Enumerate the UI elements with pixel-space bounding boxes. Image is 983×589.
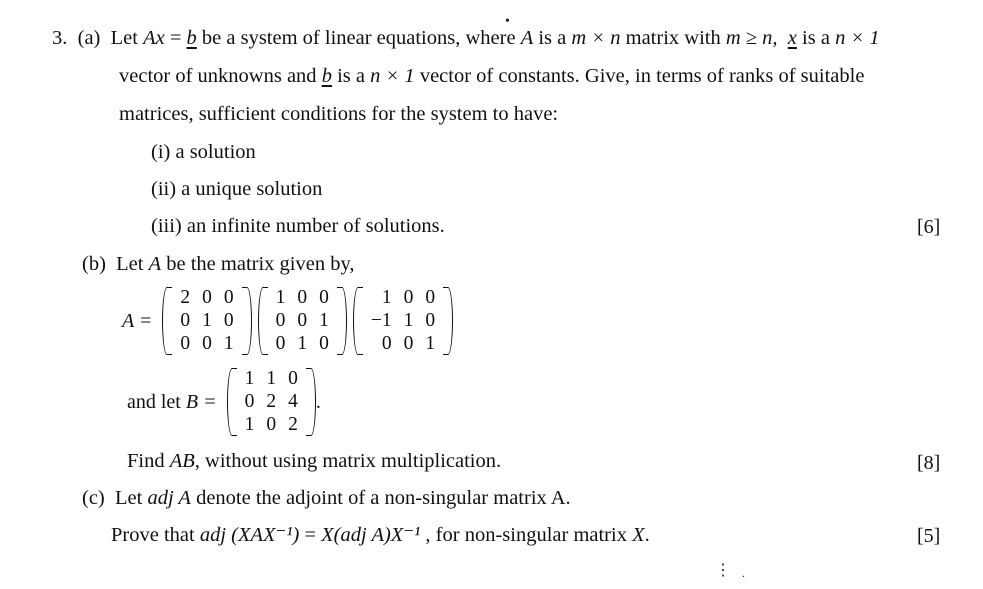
question-line-b1: (b) Let A be the matrix given by, (82, 253, 355, 275)
part-c-label: (c) (82, 487, 105, 509)
part-b-label: (b) (82, 253, 106, 275)
matrix-3: 1 0 0 −1 1 0 0 0 1 (353, 287, 453, 355)
A-label: A = (122, 309, 153, 332)
question-line-a1: 3. (a) Let Ax = b be a system of linear equations, where A is a m × n matrix with m ≥ n, x is a n × 1 (52, 27, 880, 49)
item-i: (i) a solution (151, 141, 256, 163)
question-line-a2: vector of unknowns and b is a n × 1 vector of constants. Give, in terms of ranks of suitable (119, 65, 865, 87)
question-line-c1: (c) Let adj A denote the adjoint of a non-singular matrix A. (82, 487, 571, 509)
scan-speck: ⋮ (715, 562, 731, 579)
marks-b: [8] (917, 452, 941, 474)
question-line-a3: matrices, sufficient conditions for the system to have: (119, 103, 559, 125)
question-line-c2: Prove that adj (XAX⁻¹) = X(adj A)X⁻¹ , for non-singular matrix X. (111, 524, 650, 546)
matrix-A-expression (122, 286, 459, 356)
item-ii: (ii) a unique solution (151, 178, 323, 200)
scan-speck: • (505, 14, 510, 29)
marks-c: [5] (917, 525, 941, 547)
matrix-B: 1 1 0 0 2 4 1 0 2 (227, 368, 316, 436)
matrix-1: 2 0 0 0 1 0 0 0 1 (162, 287, 251, 355)
matrix-B-expression: and let B = 1 1 0 0 2 4 1 0 2 . (127, 368, 321, 435)
matrix-2: 1 0 0 0 0 1 0 1 0 (258, 287, 347, 355)
scan-speck: . (742, 566, 745, 580)
question-line-b-find: Find AB, without using matrix multiplication. (127, 450, 502, 472)
item-iii: (iii) an infinite number of solutions. (151, 215, 445, 237)
marks-a: [6] (917, 216, 941, 238)
B-label: B = (185, 390, 217, 413)
question-number: 3. (52, 27, 68, 49)
part-a-label: (a) (77, 27, 101, 49)
